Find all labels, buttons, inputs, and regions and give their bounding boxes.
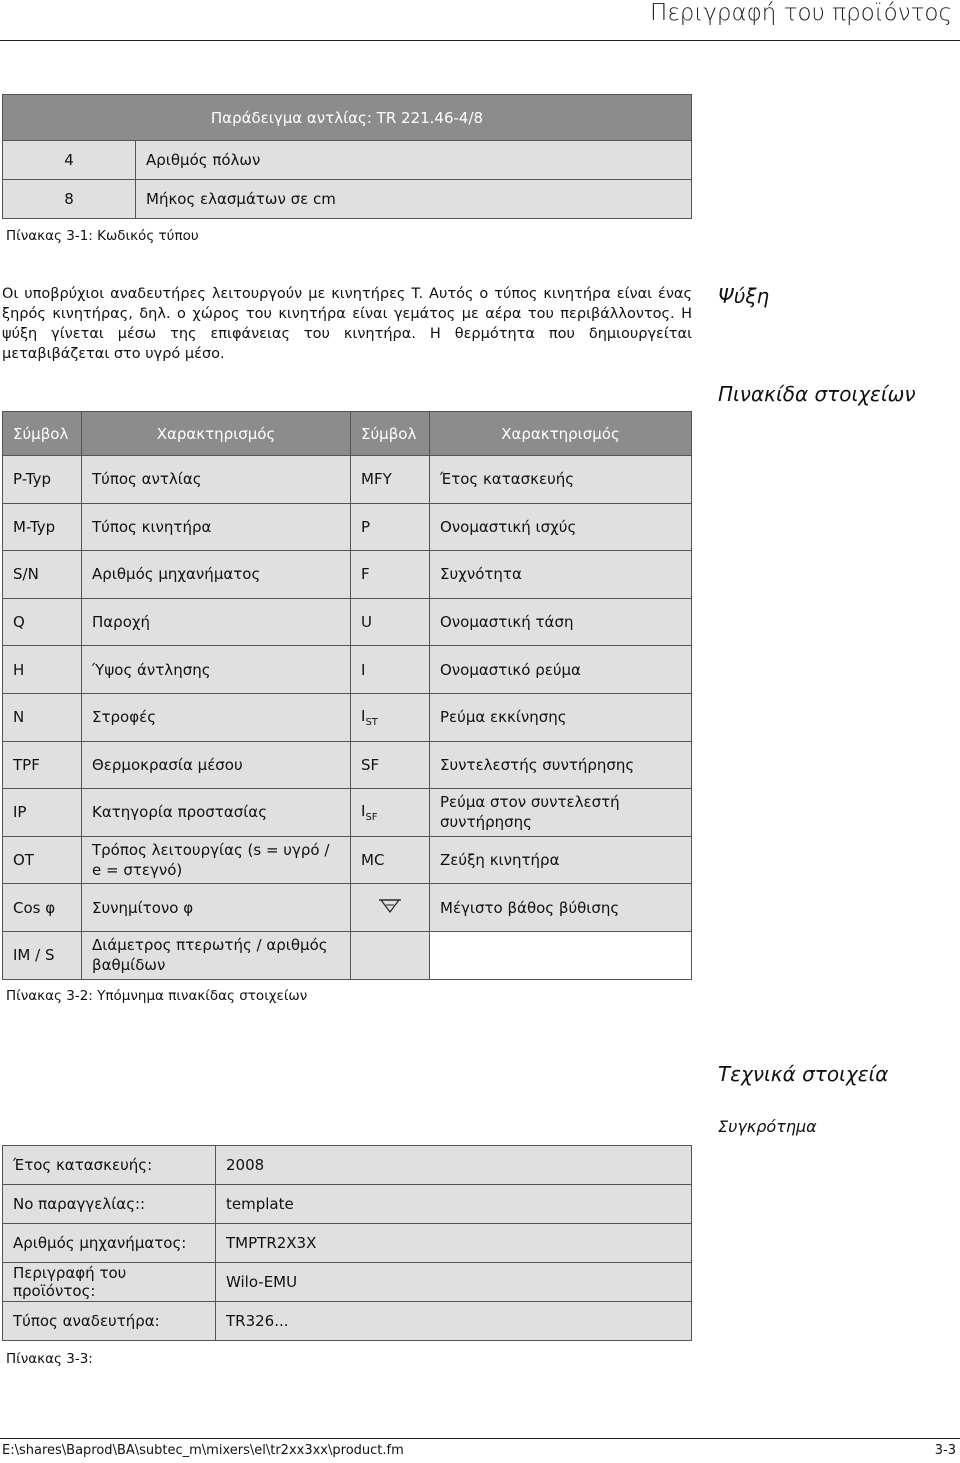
symbol-cell bbox=[351, 741, 430, 789]
description-cell: Ονομαστική τάση bbox=[430, 598, 692, 646]
footer-rule bbox=[0, 1438, 960, 1439]
value-cell: TR326... bbox=[216, 1302, 692, 1341]
code-cell: 4 bbox=[3, 141, 136, 180]
symbol-cell: IP bbox=[3, 789, 82, 837]
table-row bbox=[3, 646, 692, 694]
description-cell: Κατηγορία προστασίας bbox=[82, 789, 351, 837]
table-row bbox=[3, 931, 692, 979]
symbol-text: F bbox=[361, 565, 370, 584]
code-cell: 8 bbox=[3, 180, 136, 219]
table-row bbox=[3, 1302, 692, 1341]
description-cell: Ρεύμα εκκίνησης bbox=[430, 693, 692, 741]
symbol-text: I bbox=[361, 801, 366, 820]
page-header-title: Περιγραφή του προϊόντος bbox=[650, 0, 952, 26]
header-rule bbox=[0, 40, 960, 41]
symbol-text: MFY bbox=[361, 470, 392, 489]
col-header-symbol: Σύμβολ bbox=[3, 412, 82, 456]
description-cell: Τρόπος λειτουργίας (s = υγρό / e = στεγνό) bbox=[82, 836, 351, 884]
nameplate-heading: Πινακίδα στοιχείων bbox=[718, 382, 916, 406]
label-cell: Νο παραγγελίας:: bbox=[3, 1185, 216, 1224]
description-cell: Ζεύξη κινητήρα bbox=[430, 836, 692, 884]
symbol-cell: OT bbox=[3, 836, 82, 884]
table-row bbox=[3, 789, 692, 837]
symbol-cell bbox=[351, 884, 430, 932]
col-header-description: Χαρακτηρισμός bbox=[430, 412, 692, 456]
table-row bbox=[3, 456, 692, 504]
symbol-cell bbox=[351, 931, 430, 979]
symbol-subscript: ST bbox=[365, 716, 378, 728]
description-cell: Τύπος αντλίας bbox=[82, 456, 351, 504]
symbol-cell bbox=[351, 551, 430, 599]
max-depth-icon bbox=[379, 898, 401, 914]
tech-heading: Τεχνικά στοιχεία bbox=[718, 1062, 889, 1086]
description-cell: Ονομαστικό ρεύμα bbox=[430, 646, 692, 694]
description-cell: Θερμοκρασία μέσου bbox=[82, 741, 351, 789]
description-cell: Ονομαστική ισχύς bbox=[430, 503, 692, 551]
symbol-text: U bbox=[361, 613, 372, 632]
tech-subheading: Συγκρότημα bbox=[718, 1117, 817, 1136]
table-row bbox=[3, 598, 692, 646]
symbol-cell bbox=[351, 836, 430, 884]
description-cell: Παροχή bbox=[82, 598, 351, 646]
symbol-text: MC bbox=[361, 851, 385, 870]
type-key-title bbox=[3, 95, 692, 141]
symbol-text: I bbox=[361, 660, 366, 679]
cooling-heading: Ψύξη bbox=[718, 284, 770, 308]
col-header-symbol: Σύμβολ bbox=[351, 412, 430, 456]
label-cell: Περιγραφή του προϊόντος: bbox=[3, 1263, 216, 1302]
table-row bbox=[3, 551, 692, 599]
symbol-cell: Q bbox=[3, 598, 82, 646]
footer-page-number: 3-3 bbox=[934, 1443, 956, 1458]
symbol-cell: N bbox=[3, 693, 82, 741]
table-row bbox=[3, 1224, 692, 1263]
symbol-cell bbox=[351, 789, 430, 837]
table-row bbox=[3, 180, 692, 219]
symbol-cell: H bbox=[3, 646, 82, 694]
table-row bbox=[3, 884, 692, 932]
empty-cell bbox=[430, 931, 692, 979]
symbol-cell: IM / S bbox=[3, 931, 82, 979]
table-row bbox=[3, 836, 692, 884]
description-cell: Ύψος άντλησης bbox=[82, 646, 351, 694]
value-cell: 2008 bbox=[216, 1146, 692, 1185]
table-caption-2: Πίνακας 3-2: Υπόμνημα πινακίδας στοιχείων bbox=[6, 988, 308, 1004]
symbol-text: SF bbox=[361, 755, 380, 774]
description-cell: Διάμετρος πτερωτής / αριθμός βαθμίδων bbox=[82, 931, 351, 979]
tech-data-table bbox=[2, 1145, 692, 1341]
table-row bbox=[3, 693, 692, 741]
description-cell: Τύπος κινητήρα bbox=[82, 503, 351, 551]
label-cell: Αριθμός μηχανήματος: bbox=[3, 1224, 216, 1263]
table-row bbox=[3, 741, 692, 789]
description-cell: Ρεύμα στον συντελεστή συντήρησης bbox=[430, 789, 692, 837]
symbol-cell bbox=[351, 693, 430, 741]
table-caption-3: Πίνακας 3-3: bbox=[6, 1351, 93, 1367]
symbol-cell bbox=[351, 598, 430, 646]
description-cell: Συχνότητα bbox=[430, 551, 692, 599]
symbol-cell: TPF bbox=[3, 741, 82, 789]
description-cell: Στροφές bbox=[82, 693, 351, 741]
symbol-cell bbox=[351, 646, 430, 694]
value-cell: template bbox=[216, 1185, 692, 1224]
desc-cell: Αριθμός πόλων bbox=[136, 141, 692, 180]
label-cell: Έτος κατασκευής: bbox=[3, 1146, 216, 1185]
label-cell: Τύπος αναδευτήρα: bbox=[3, 1302, 216, 1341]
value-cell: Wilo-EMU bbox=[216, 1263, 692, 1302]
description-cell: Έτος κατασκευής bbox=[430, 456, 692, 504]
description-cell: Μέγιστο βάθος βύθισης bbox=[430, 884, 692, 932]
description-cell: Συντελεστής συντήρησης bbox=[430, 741, 692, 789]
description-cell: Συνημίτονο φ bbox=[82, 884, 351, 932]
col-header-description: Χαρακτηρισμός bbox=[82, 412, 351, 456]
desc-cell: Μήκος ελασμάτων σε cm bbox=[136, 180, 692, 219]
symbol-subscript: SF bbox=[365, 811, 378, 823]
symbol-cell: S/N bbox=[3, 551, 82, 599]
table-caption-1: Πίνακας 3-1: Κωδικός τύπου bbox=[6, 228, 199, 244]
value-cell: TMPTR2X3X bbox=[216, 1224, 692, 1263]
type-key-title-text: Παράδειγμα αντλίας: TR 221.46-4/8 bbox=[210, 108, 484, 127]
symbol-cell: M-Typ bbox=[3, 503, 82, 551]
symbol-text: I bbox=[361, 706, 366, 725]
footer-file-path: E:\shares\Baprod\BA\subtec_m\mixers\el\tr2xx3xx\product.fm bbox=[2, 1443, 404, 1458]
table-row bbox=[3, 1146, 692, 1185]
symbol-cell bbox=[351, 456, 430, 504]
table-row bbox=[3, 1263, 692, 1302]
symbol-cell: P-Typ bbox=[3, 456, 82, 504]
symbol-cell: Cos φ bbox=[3, 884, 82, 932]
table-row bbox=[3, 503, 692, 551]
nameplate-table bbox=[2, 411, 692, 980]
table-row bbox=[3, 141, 692, 180]
cooling-paragraph: Οι υποβρύχιοι αναδευτήρες λειτουργούν με κινητήρες T. Αυτός ο τύπος κινητήρα είναι ένας ξηρός κινητήρας, δηλ. ο χώρος του κινητήρα είναι γεμάτος με αέρα του περιβάλλοντος. Η ψύξη γίνεται μέσω της επιφάνειας του κινητήρα. Η θερμότητα που δημιουργείται μεταβιβάζεται στο υγρό μέσο. bbox=[2, 286, 692, 362]
symbol-text: P bbox=[361, 517, 371, 536]
description-cell: Αριθμός μηχανήματος bbox=[82, 551, 351, 599]
type-key-table bbox=[2, 94, 692, 219]
symbol-cell bbox=[351, 503, 430, 551]
table-row bbox=[3, 1185, 692, 1224]
